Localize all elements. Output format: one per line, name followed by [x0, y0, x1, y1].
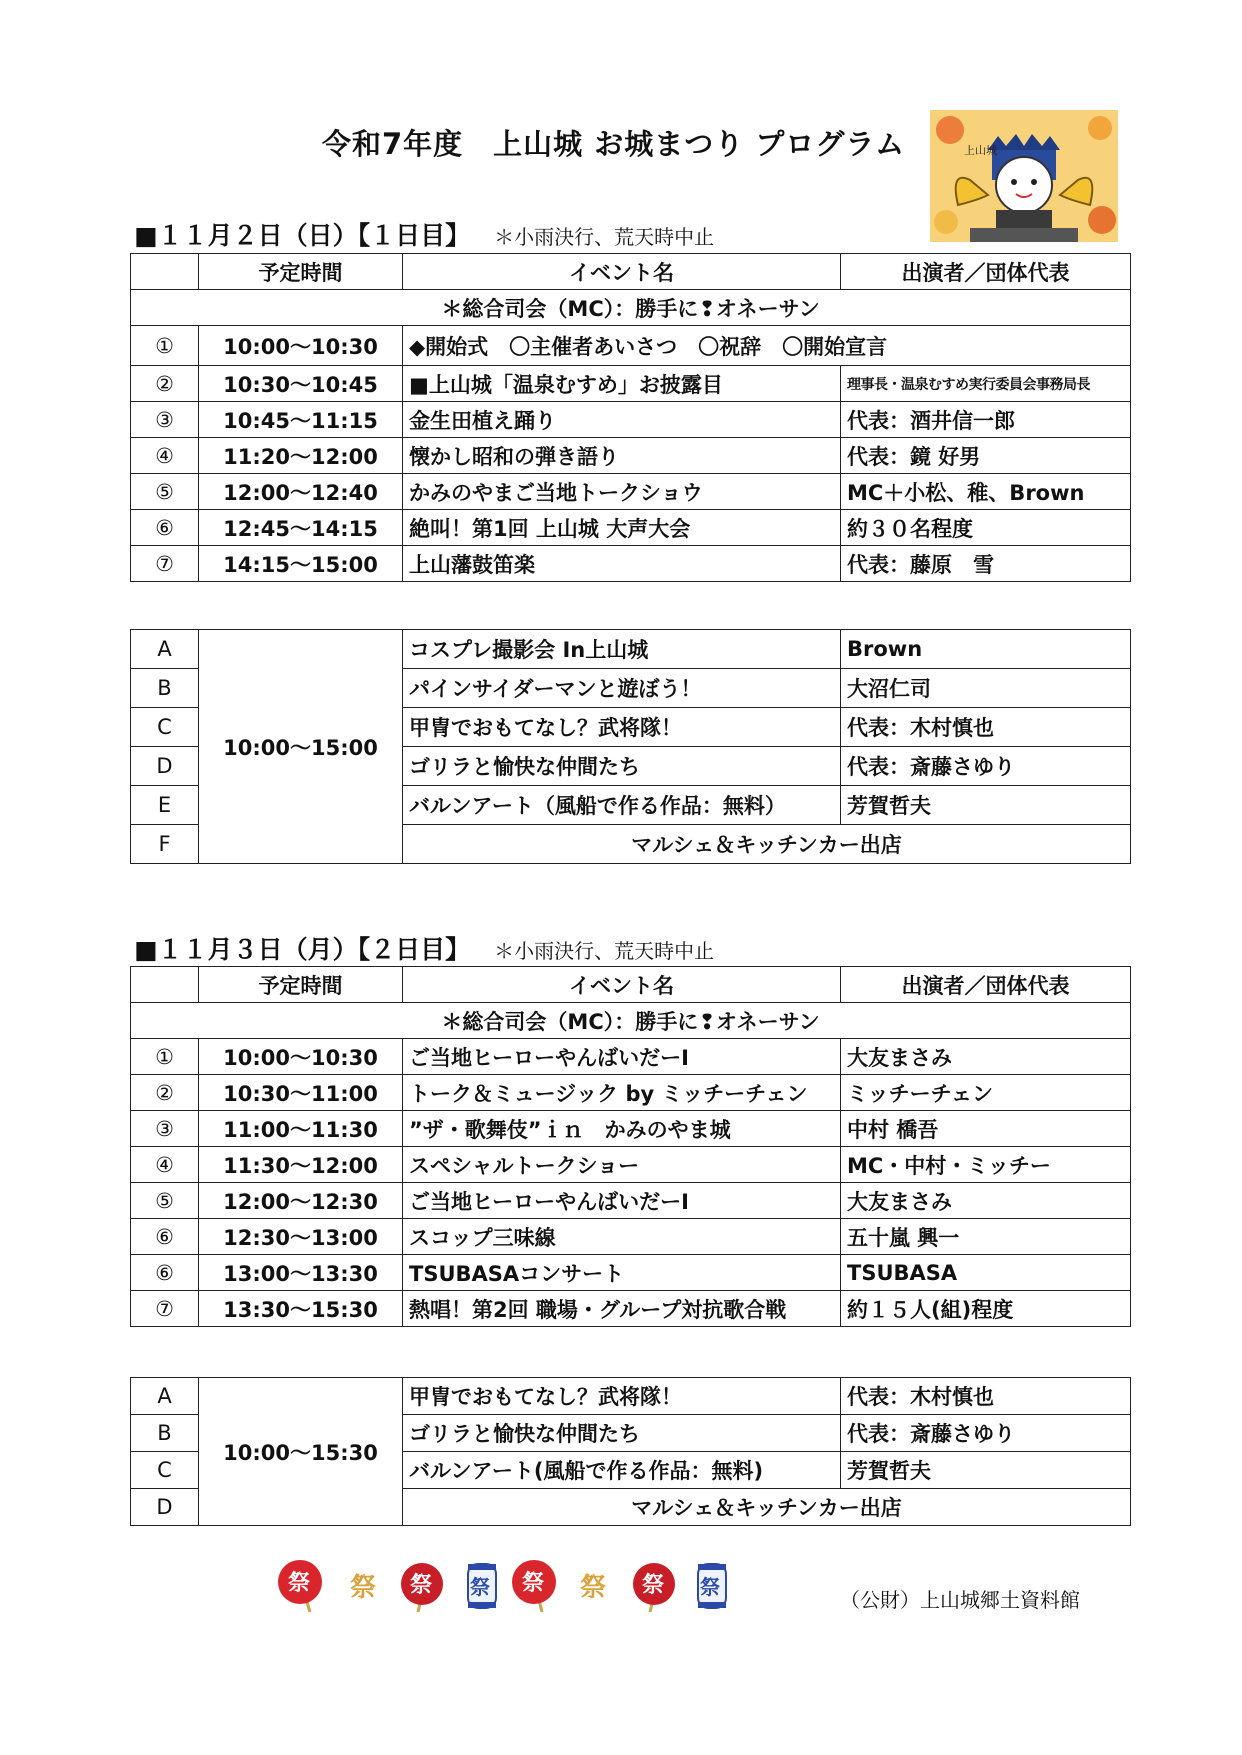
- page-title: 令和7年度 上山城 お城まつり プログラム: [322, 127, 906, 161]
- extra-time: 10:00〜15:30: [199, 1378, 403, 1526]
- day1-extra-table: [130, 629, 1131, 864]
- row-event: 金生田植え踊り: [403, 402, 841, 438]
- row-time: 10:30〜10:45: [199, 366, 403, 402]
- table-row: [131, 1075, 1131, 1111]
- table-row: [131, 1255, 1131, 1291]
- uchiwa-fan-icon: [401, 1563, 443, 1612]
- day2-program-table: [130, 966, 1131, 1327]
- row-performer: 代表：藤原 雪: [841, 546, 1131, 582]
- lantern-icon: [468, 1564, 496, 1608]
- festival-glyph: 祭: [700, 1575, 720, 1599]
- day1-weather-note: ＊小雨決行、荒天時中止: [494, 225, 715, 249]
- row-event: ”ザ・歌舞伎”ｉｎ かみのやま城: [403, 1111, 841, 1147]
- row-time: 11:20〜12:00: [199, 438, 403, 474]
- table-header-row: [131, 967, 1131, 1003]
- day2-weather-note: ＊小雨決行、荒天時中止: [494, 939, 715, 963]
- row-num: ⑦: [131, 546, 199, 582]
- row-event: 上山藩鼓笛楽: [403, 546, 841, 582]
- row-event: バルンアート(風船で作る作品：無料): [403, 1452, 841, 1489]
- festival-glyph: 祭: [288, 1571, 311, 1596]
- row-performer: 代表：鏡 好男: [841, 438, 1131, 474]
- row-num: ②: [131, 1075, 199, 1111]
- row-num: ①: [131, 326, 199, 366]
- row-num: ⑦: [131, 1291, 199, 1327]
- row-performer: Brown: [841, 630, 1131, 669]
- row-performer: 約１５人(組)程度: [841, 1291, 1131, 1327]
- row-event: ■上山城「温泉むすめ」お披露目: [403, 366, 841, 402]
- header-event: イベント名: [403, 254, 841, 290]
- row-num: ③: [131, 402, 199, 438]
- row-event: TSUBASAコンサート: [403, 1255, 841, 1291]
- festival-glyph-icon: [350, 1572, 376, 1603]
- table-header-row: [131, 254, 1131, 290]
- row-performer: 代表：斎藤さゆり: [841, 1415, 1131, 1452]
- festival-glyph-icon: [580, 1572, 606, 1603]
- header-performer: 出演者／団体代表: [841, 254, 1131, 290]
- marche-text: マルシェ＆キッチンカー出店: [403, 825, 1131, 864]
- row-time: 12:00〜12:30: [199, 1183, 403, 1219]
- day2-heading-text: ■１１月３日（月）【２日目】: [134, 935, 471, 964]
- table-row: [131, 402, 1131, 438]
- mc-text: ＊総合司会（MC）：勝手に❢オネーサン: [131, 290, 1131, 326]
- row-performer: 代表：酒井信一郎: [841, 402, 1131, 438]
- row-num: ⑥: [131, 1255, 199, 1291]
- row-num: ④: [131, 438, 199, 474]
- row-event: ゴリラと愉快な仲間たち: [403, 1415, 841, 1452]
- row-id: D: [131, 1489, 199, 1526]
- row-performer: 大友まさみ: [841, 1183, 1131, 1219]
- row-performer: 代表：木村慎也: [841, 708, 1131, 747]
- row-id: B: [131, 1415, 199, 1452]
- row-time: 11:30〜12:00: [199, 1147, 403, 1183]
- row-performer: 約３０名程度: [841, 510, 1131, 546]
- row-event: ご当地ヒーローやんばいだーⅠ: [403, 1039, 841, 1075]
- festival-glyph: 祭: [580, 1573, 607, 1603]
- mc-row: [131, 290, 1131, 326]
- row-event: ご当地ヒーローやんばいだーⅠ: [403, 1183, 841, 1219]
- row-event: パインサイダーマンと遊ぼう！: [403, 669, 841, 708]
- festival-glyph: 祭: [350, 1573, 377, 1603]
- table-row: [131, 1183, 1131, 1219]
- row-event: コスプレ撮影会 In上山城: [403, 630, 841, 669]
- day2-extra-table: [130, 1377, 1131, 1526]
- row-num: ⑥: [131, 510, 199, 546]
- row-id: C: [131, 708, 199, 747]
- mascot-illustration: [930, 110, 1118, 242]
- day1-program-table: [130, 253, 1131, 582]
- row-id: E: [131, 786, 199, 825]
- mascot-label: 上山城: [964, 144, 997, 157]
- row-event: かみのやまご当地トークショウ: [403, 474, 841, 510]
- day2-heading: [134, 930, 714, 966]
- row-time: 13:00〜13:30: [199, 1255, 403, 1291]
- row-performer: MC＋小松、稚、Brown: [841, 474, 1131, 510]
- table-row: [131, 1378, 1131, 1415]
- row-num: ④: [131, 1147, 199, 1183]
- row-time: 11:00〜11:30: [199, 1111, 403, 1147]
- uchiwa-fan-icon: [512, 1560, 556, 1612]
- row-time: 13:30〜15:30: [199, 1291, 403, 1327]
- mc-text: ＊総合司会（MC）：勝手に❢オネーサン: [131, 1003, 1131, 1039]
- row-id: A: [131, 1378, 199, 1415]
- row-event: ◆開始式 〇主催者あいさつ 〇祝辞 〇開始宣言: [403, 326, 1131, 366]
- row-performer: ミッチーチェン: [841, 1075, 1131, 1111]
- table-row: [131, 630, 1131, 669]
- row-performer: 理事長・温泉むすめ実行委員会事務局長: [841, 366, 1131, 402]
- row-performer: 大沼仁司: [841, 669, 1131, 708]
- table-row: [131, 474, 1131, 510]
- header-num: [131, 967, 199, 1003]
- row-event: スコップ三味線: [403, 1219, 841, 1255]
- table-row: [131, 1039, 1131, 1075]
- row-event: トーク＆ミュージック by ミッチーチェン: [403, 1075, 841, 1111]
- uchiwa-fan-icon: [278, 1560, 322, 1612]
- day1-heading: [134, 216, 714, 252]
- row-id: F: [131, 825, 199, 864]
- row-num: ①: [131, 1039, 199, 1075]
- row-performer: 芳賀哲夫: [841, 786, 1131, 825]
- festival-glyph: 祭: [522, 1571, 545, 1596]
- table-row: [131, 546, 1131, 582]
- row-time: 12:45〜14:15: [199, 510, 403, 546]
- table-row: [131, 1291, 1131, 1327]
- row-id: B: [131, 669, 199, 708]
- table-row: [131, 366, 1131, 402]
- header-time: 予定時間: [199, 254, 403, 290]
- festival-glyph: 祭: [410, 1573, 433, 1598]
- row-performer: TSUBASA: [841, 1255, 1131, 1291]
- row-event: スペシャルトークショー: [403, 1147, 841, 1183]
- festival-glyph: 祭: [642, 1573, 665, 1598]
- header-time: 予定時間: [199, 967, 403, 1003]
- table-row: [131, 1111, 1131, 1147]
- header-num: [131, 254, 199, 290]
- row-id: A: [131, 630, 199, 669]
- festival-glyph: 祭: [470, 1575, 490, 1599]
- row-performer: 中村 橋吾: [841, 1111, 1131, 1147]
- row-event: ゴリラと愉快な仲間たち: [403, 747, 841, 786]
- row-time: 10:30〜11:00: [199, 1075, 403, 1111]
- row-num: ⑤: [131, 1183, 199, 1219]
- row-event: 絶叫！第1回 上山城 大声大会: [403, 510, 841, 546]
- header-performer: 出演者／団体代表: [841, 967, 1131, 1003]
- row-event: バルンアート（風船で作る作品：無料）: [403, 786, 841, 825]
- header-event: イベント名: [403, 967, 841, 1003]
- uchiwa-fan-icon: [633, 1563, 675, 1612]
- table-row: [131, 1219, 1131, 1255]
- row-num: ⑥: [131, 1219, 199, 1255]
- row-time: 10:00〜10:30: [199, 1039, 403, 1075]
- marche-text: マルシェ＆キッチンカー出店: [403, 1489, 1131, 1526]
- row-time: 12:00〜12:40: [199, 474, 403, 510]
- row-performer: 大友まさみ: [841, 1039, 1131, 1075]
- row-performer: 芳賀哲夫: [841, 1452, 1131, 1489]
- row-performer: MC・中村・ミッチー: [841, 1147, 1131, 1183]
- row-event: 熱唱！第2回 職場・グループ対抗歌合戦: [403, 1291, 841, 1327]
- table-row: [131, 438, 1131, 474]
- row-id: D: [131, 747, 199, 786]
- festival-decoration: [272, 1558, 792, 1614]
- lantern-icon: [698, 1564, 726, 1608]
- row-num: ②: [131, 366, 199, 402]
- row-event: 懐かし昭和の弾き語り: [403, 438, 841, 474]
- table-row: [131, 510, 1131, 546]
- day1-heading-text: ■１１月２日（日）【１日目】: [134, 221, 471, 250]
- row-time: 10:45〜11:15: [199, 402, 403, 438]
- row-num: ⑤: [131, 474, 199, 510]
- row-time: 14:15〜15:00: [199, 546, 403, 582]
- extra-time: 10:00〜15:00: [199, 630, 403, 864]
- row-event: 甲冑でおもてなし？武将隊！: [403, 1378, 841, 1415]
- mc-row: [131, 1003, 1131, 1039]
- row-performer: 五十嵐 興一: [841, 1219, 1131, 1255]
- row-event: 甲冑でおもてなし？武将隊！: [403, 708, 841, 747]
- row-time: 12:30〜13:00: [199, 1219, 403, 1255]
- row-time: 10:00〜10:30: [199, 326, 403, 366]
- row-num: ③: [131, 1111, 199, 1147]
- row-id: C: [131, 1452, 199, 1489]
- table-row: [131, 326, 1131, 366]
- table-row: [131, 1147, 1131, 1183]
- row-performer: 代表：斎藤さゆり: [841, 747, 1131, 786]
- row-performer: 代表：木村慎也: [841, 1378, 1131, 1415]
- organizer-footer: （公財）上山城郷土資料館: [840, 1588, 1080, 1612]
